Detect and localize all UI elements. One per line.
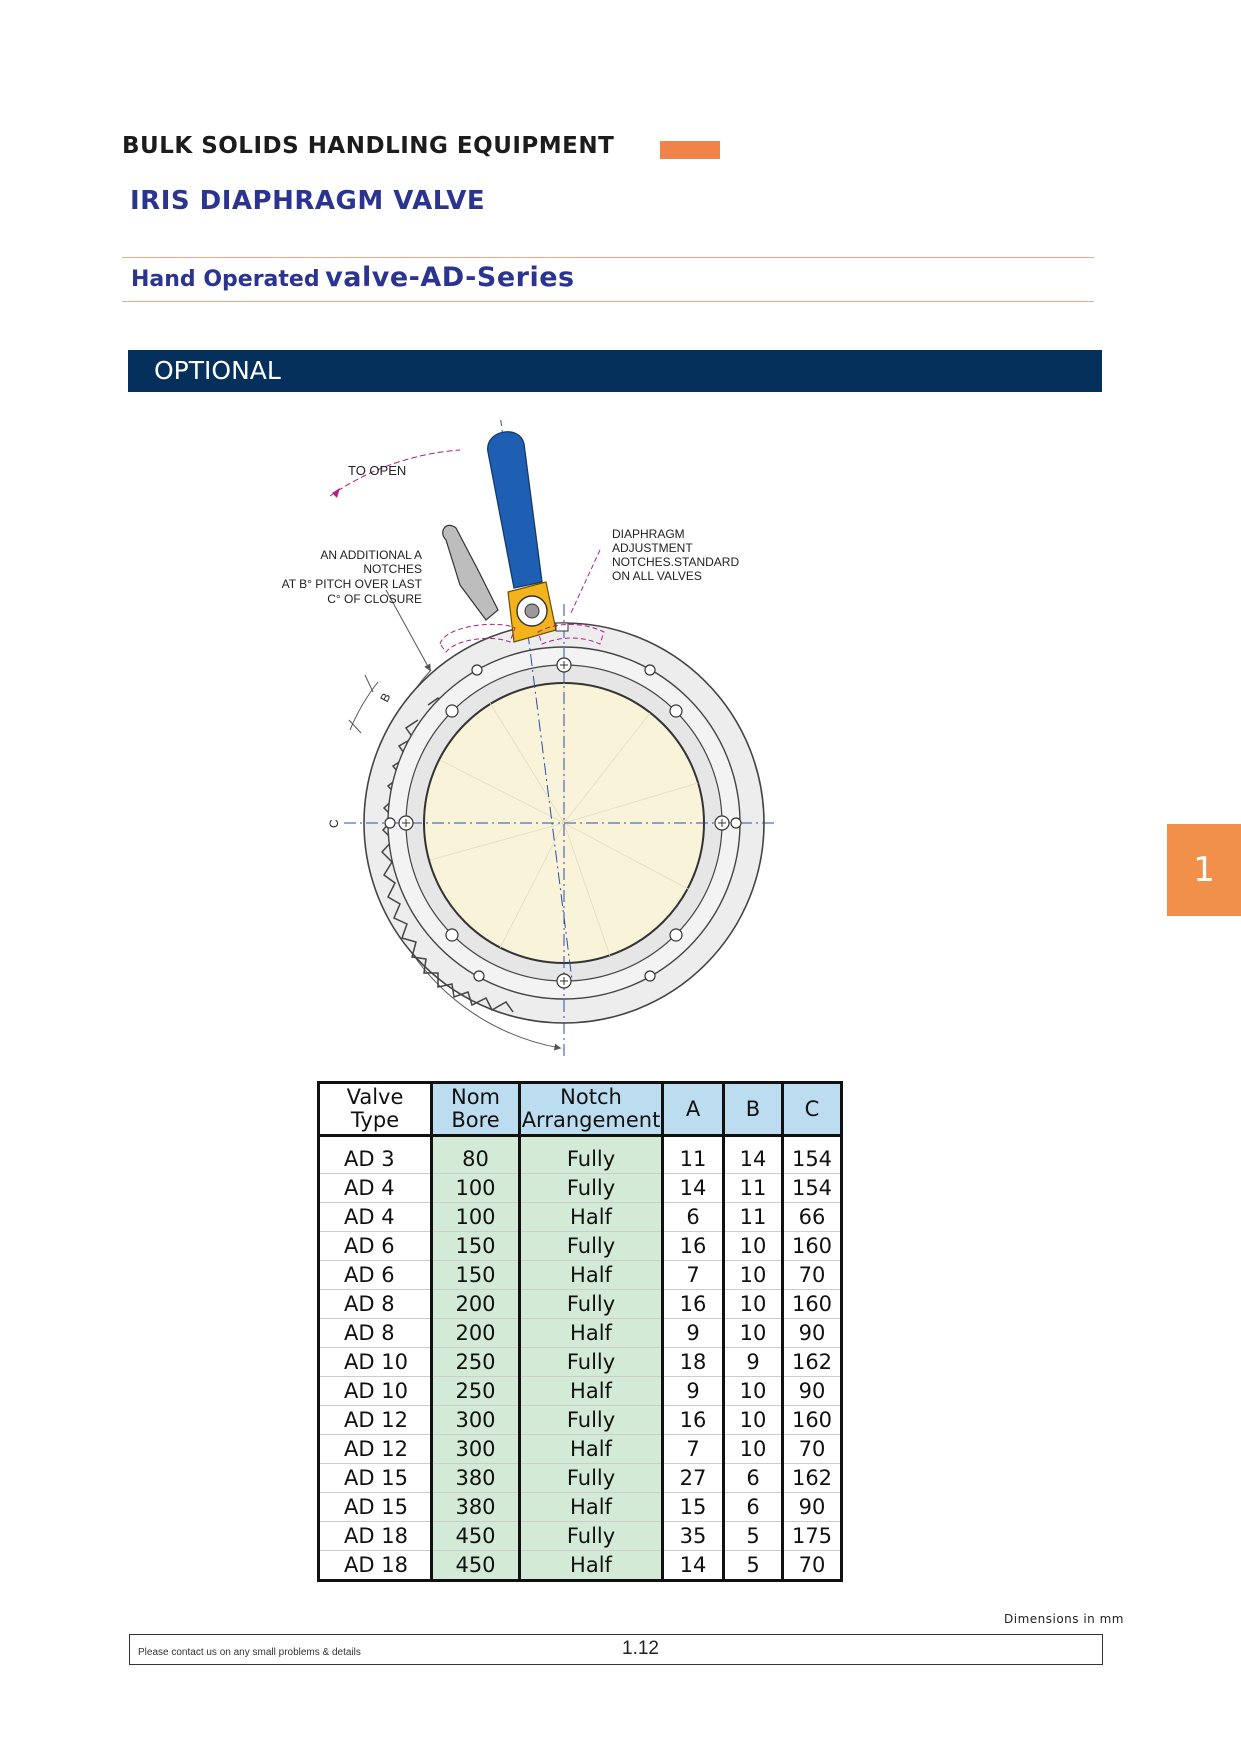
table-row: [319, 1377, 842, 1406]
cell-b: 10: [724, 1377, 783, 1406]
cell-a: 15: [663, 1493, 724, 1522]
cell-a: 16: [663, 1406, 724, 1435]
product-subtitle: [131, 262, 575, 293]
cell-a: 14: [663, 1551, 724, 1581]
cell-valve-type: AD 15: [319, 1464, 432, 1493]
cell-nom-bore: 450: [432, 1522, 520, 1551]
cell-notch: Fully: [520, 1290, 663, 1319]
col-nom-bore: Nom Bore: [432, 1083, 520, 1136]
cell-c: 70: [783, 1261, 842, 1290]
svg-text:AT B° PITCH OVER LAST: AT B° PITCH OVER LAST: [281, 577, 422, 591]
cell-notch: Fully: [520, 1348, 663, 1377]
svg-text:NOTCHES: NOTCHES: [363, 562, 422, 576]
cell-valve-type: AD 12: [319, 1406, 432, 1435]
footer: [129, 1634, 1103, 1665]
table-header-row: [319, 1083, 842, 1136]
cell-nom-bore: 380: [432, 1464, 520, 1493]
label-adjustment-notches: [612, 527, 739, 583]
table-row: [319, 1406, 842, 1435]
table-row: [319, 1136, 842, 1174]
cell-nom-bore: 200: [432, 1290, 520, 1319]
cell-c: 90: [783, 1493, 842, 1522]
col-valve-type: Valve Type: [319, 1083, 432, 1136]
cell-nom-bore: 380: [432, 1493, 520, 1522]
cell-notch: Half: [520, 1493, 663, 1522]
cell-valve-type: AD 6: [319, 1232, 432, 1261]
cell-c: 66: [783, 1203, 842, 1232]
cell-nom-bore: 250: [432, 1377, 520, 1406]
table-row: [319, 1522, 842, 1551]
cell-b: 5: [724, 1522, 783, 1551]
cell-valve-type: AD 12: [319, 1435, 432, 1464]
cell-a: 11: [663, 1136, 724, 1174]
cell-nom-bore: 450: [432, 1551, 520, 1581]
chapter-number: 1: [1193, 850, 1215, 890]
cell-valve-type: AD 8: [319, 1290, 432, 1319]
label-to-open: TO OPEN: [348, 463, 407, 478]
section-label: OPTIONAL: [154, 356, 281, 385]
dimension-b-label: B: [377, 690, 394, 705]
col-c: C: [783, 1083, 842, 1136]
lock-lever: [443, 525, 498, 620]
cell-c: 70: [783, 1551, 842, 1581]
cell-nom-bore: 200: [432, 1319, 520, 1348]
cell-a: 7: [663, 1435, 724, 1464]
cell-valve-type: AD 6: [319, 1261, 432, 1290]
cell-c: 70: [783, 1435, 842, 1464]
table-row: [319, 1551, 842, 1581]
cell-b: 10: [724, 1261, 783, 1290]
col-notch-arrangement: Notch Arrangement: [520, 1083, 663, 1136]
table-row: [319, 1203, 842, 1232]
cell-nom-bore: 300: [432, 1406, 520, 1435]
cell-nom-bore: 80: [432, 1136, 520, 1174]
header-accent-bar: [660, 141, 720, 159]
cell-notch: Fully: [520, 1464, 663, 1493]
cell-a: 9: [663, 1377, 724, 1406]
cell-c: 162: [783, 1348, 842, 1377]
svg-text:C° OF CLOSURE: C° OF CLOSURE: [327, 592, 422, 606]
cell-nom-bore: 100: [432, 1174, 520, 1203]
cell-b: 10: [724, 1406, 783, 1435]
table-row: [319, 1261, 842, 1290]
cell-c: 90: [783, 1319, 842, 1348]
cell-b: 9: [724, 1348, 783, 1377]
cell-c: 90: [783, 1377, 842, 1406]
table-row: [319, 1464, 842, 1493]
cell-valve-type: AD 18: [319, 1551, 432, 1581]
cell-c: 160: [783, 1290, 842, 1319]
svg-text:NOTCHES.STANDARD: NOTCHES.STANDARD: [612, 555, 740, 569]
cell-notch: Fully: [520, 1174, 663, 1203]
valve-diagram: [270, 420, 850, 1060]
header-title: BULK SOLIDS HANDLING EQUIPMENT: [122, 133, 615, 159]
handle-grip: [488, 432, 542, 588]
cell-notch: Fully: [520, 1522, 663, 1551]
section-banner: [128, 350, 1102, 392]
cell-c: 160: [783, 1232, 842, 1261]
cell-a: 16: [663, 1290, 724, 1319]
dimension-c-label: C: [327, 819, 341, 828]
cell-valve-type: AD 4: [319, 1203, 432, 1232]
table-row: [319, 1319, 842, 1348]
cell-c: 154: [783, 1174, 842, 1203]
label-additional-notches: [282, 548, 423, 606]
subtitle-part-2: valve-AD-Series: [325, 262, 575, 293]
dimensions-note: Dimensions in mm: [1004, 1612, 1124, 1626]
cell-nom-bore: 150: [432, 1261, 520, 1290]
table-row: [319, 1290, 842, 1319]
cell-nom-bore: 100: [432, 1203, 520, 1232]
table-row: [319, 1174, 842, 1203]
svg-text:ON ALL VALVES: ON ALL VALVES: [612, 569, 702, 583]
cell-notch: Half: [520, 1377, 663, 1406]
cell-a: 27: [663, 1464, 724, 1493]
cell-valve-type: AD 3: [319, 1136, 432, 1174]
cell-valve-type: AD 10: [319, 1377, 432, 1406]
cell-notch: Half: [520, 1319, 663, 1348]
cell-b: 11: [724, 1203, 783, 1232]
col-b: B: [724, 1083, 783, 1136]
cell-notch: Fully: [520, 1406, 663, 1435]
spec-table: [317, 1081, 843, 1582]
cell-b: 5: [724, 1551, 783, 1581]
cell-valve-type: AD 10: [319, 1348, 432, 1377]
cell-b: 11: [724, 1174, 783, 1203]
cell-b: 10: [724, 1232, 783, 1261]
cell-a: 35: [663, 1522, 724, 1551]
cell-a: 14: [663, 1174, 724, 1203]
table-row: [319, 1232, 842, 1261]
cell-nom-bore: 300: [432, 1435, 520, 1464]
cell-notch: Half: [520, 1261, 663, 1290]
cell-a: 9: [663, 1319, 724, 1348]
cell-c: 162: [783, 1464, 842, 1493]
cell-valve-type: AD 4: [319, 1174, 432, 1203]
cell-notch: Fully: [520, 1136, 663, 1174]
cell-notch: Half: [520, 1203, 663, 1232]
col-a: A: [663, 1083, 724, 1136]
subtitle-part-1: Hand Operated: [131, 267, 320, 292]
chapter-tab: [1167, 824, 1241, 916]
cell-b: 10: [724, 1290, 783, 1319]
footer-contact: Please contact us on any small problems & details: [138, 1647, 361, 1658]
divider-bottom: [122, 301, 1094, 302]
cell-b: 10: [724, 1435, 783, 1464]
cell-b: 14: [724, 1136, 783, 1174]
cell-valve-type: AD 18: [319, 1522, 432, 1551]
page-number: 1.12: [622, 1638, 659, 1659]
cell-valve-type: AD 15: [319, 1493, 432, 1522]
cell-a: 6: [663, 1203, 724, 1232]
dimension-b-arc: [350, 682, 378, 730]
cell-a: 18: [663, 1348, 724, 1377]
cell-nom-bore: 150: [432, 1232, 520, 1261]
product-title: IRIS DIAPHRAGM VALVE: [130, 186, 486, 216]
cell-valve-type: AD 8: [319, 1319, 432, 1348]
cell-b: 10: [724, 1319, 783, 1348]
cell-c: 154: [783, 1136, 842, 1174]
table-row: [319, 1435, 842, 1464]
table-row: [319, 1348, 842, 1377]
cell-nom-bore: 250: [432, 1348, 520, 1377]
cell-a: 16: [663, 1232, 724, 1261]
cell-notch: Half: [520, 1551, 663, 1581]
cell-b: 6: [724, 1493, 783, 1522]
cell-c: 175: [783, 1522, 842, 1551]
svg-text:DIAPHRAGM: DIAPHRAGM: [612, 527, 685, 541]
cell-a: 7: [663, 1261, 724, 1290]
table-row: [319, 1493, 842, 1522]
svg-text:AN ADDITIONAL A: AN ADDITIONAL A: [320, 548, 422, 562]
cell-notch: Fully: [520, 1232, 663, 1261]
cell-b: 6: [724, 1464, 783, 1493]
svg-text:ADJUSTMENT: ADJUSTMENT: [612, 541, 693, 555]
cell-c: 160: [783, 1406, 842, 1435]
divider-top: [122, 257, 1094, 258]
cell-notch: Half: [520, 1435, 663, 1464]
